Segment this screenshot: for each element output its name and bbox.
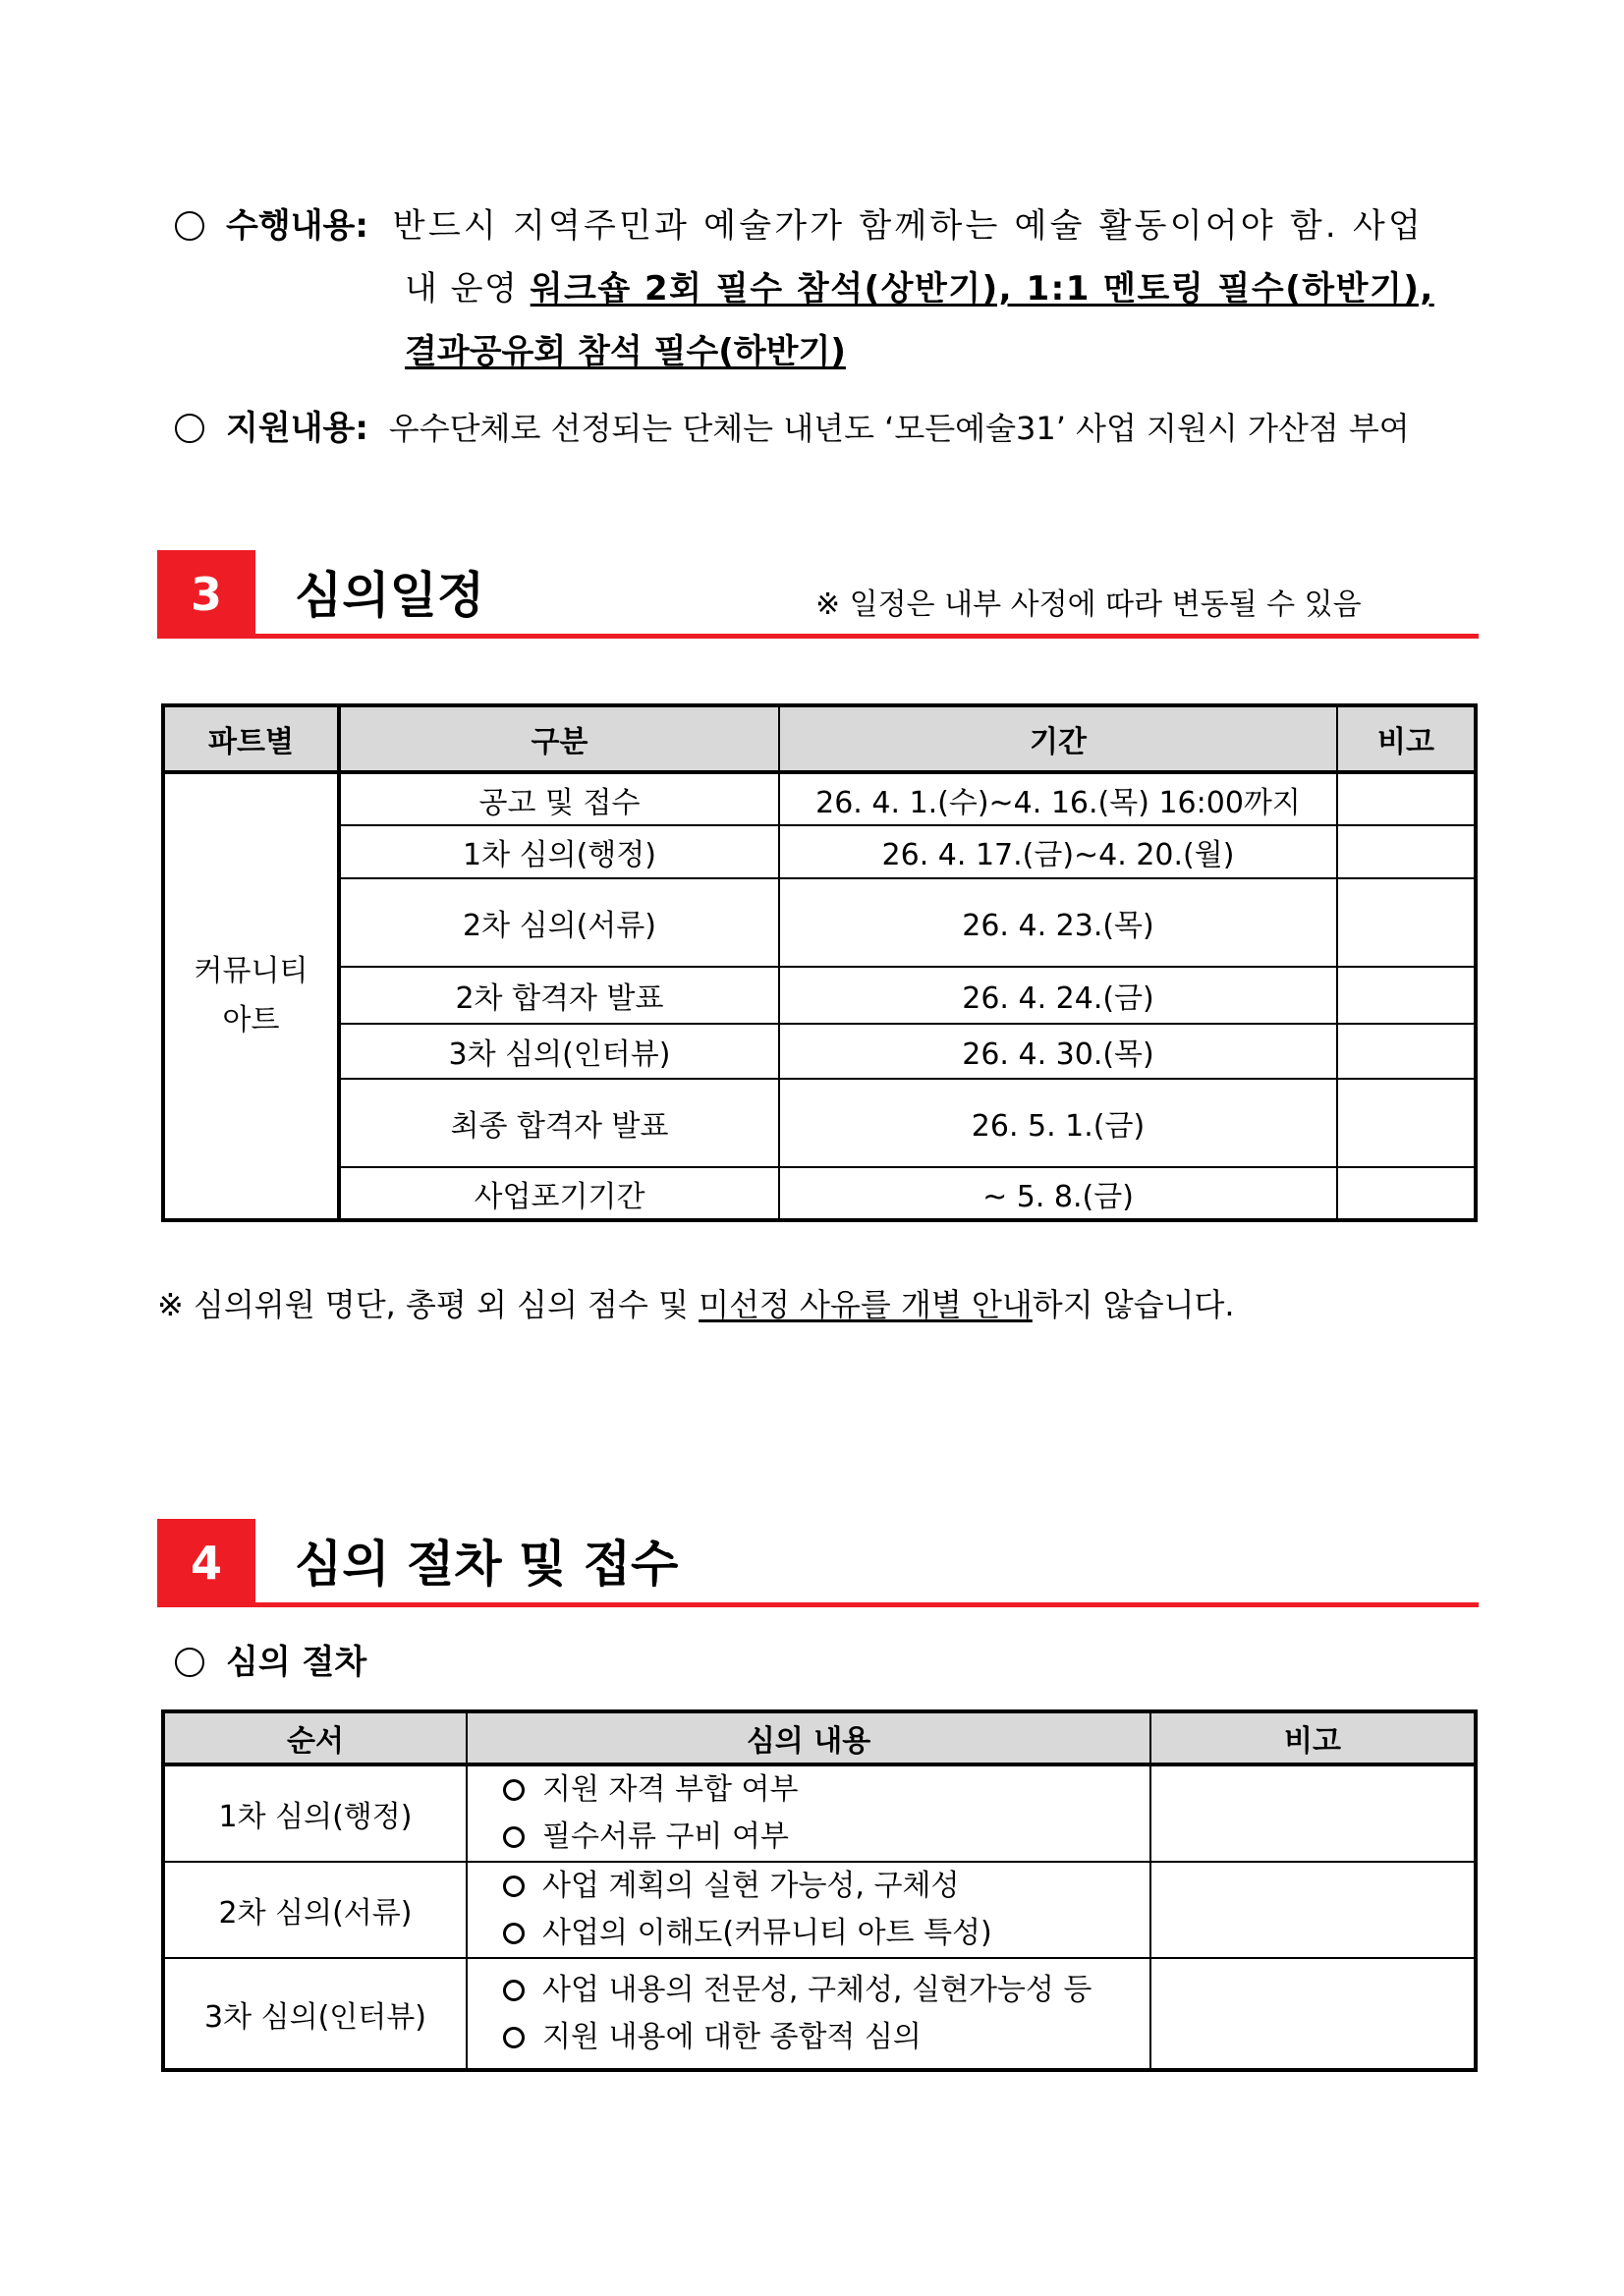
- table-row: [163, 1958, 1476, 2070]
- section-4-header: [157, 1519, 1479, 1607]
- list-item: [503, 1910, 1149, 1957]
- item-text: 지원 내용에 대한 종합적 심의: [542, 2019, 922, 2054]
- note-cell: [1150, 1958, 1476, 2070]
- schedule-table: [161, 703, 1478, 1222]
- col-header-content: 심의 내용: [467, 1711, 1150, 1764]
- item-text: 필수서류 구비 여부: [542, 1820, 789, 1854]
- col-header-part: 파트별: [163, 705, 339, 772]
- category-cell: 공고 및 접수: [339, 772, 779, 825]
- step-cell: 2차 심의(서류): [163, 1862, 467, 1958]
- bullet-performance: [175, 202, 1424, 250]
- category-cell: 최종 합격자 발표: [339, 1079, 779, 1167]
- period-cell: 26. 4. 24.(금): [779, 967, 1337, 1024]
- list-item: [503, 1766, 1149, 1814]
- table-row: [163, 772, 1476, 825]
- footnote: [157, 1283, 1235, 1326]
- list-item: [503, 1967, 1149, 2014]
- item-text: 사업 계획의 실현 가능성, 구체성: [542, 1869, 960, 1903]
- table-header-row: [163, 1711, 1476, 1764]
- bullet-performance-line2: [405, 265, 1434, 312]
- bullet-label: 지원내용:: [226, 409, 368, 448]
- subheading-review-process: [175, 1639, 366, 1686]
- period-cell: 26. 4. 23.(목): [779, 878, 1337, 967]
- item-text: 사업 내용의 전문성, 구체성, 실현가능성 등: [542, 1972, 1092, 2007]
- circle-bullet-icon: [175, 211, 204, 241]
- table-row: [163, 825, 1476, 878]
- bullet-support: [175, 405, 1410, 452]
- circle-bullet-icon: [503, 1923, 525, 1944]
- note-cell: [1337, 1024, 1476, 1079]
- subheading-text: 심의 절차: [226, 1643, 367, 1682]
- col-header-note: 비고: [1337, 705, 1476, 772]
- period-cell: 26. 4. 30.(목): [779, 1024, 1337, 1079]
- bullet-text: 반드시 지역주민과 예술가가 함께하는 예술 활동이어야 함. 사업: [392, 206, 1424, 246]
- required-activities: 워크숍 2회 필수 참석(상반기), 1:1 멘토링 필수(하반기),: [530, 269, 1434, 308]
- part-cell: 커뮤니티 아트: [163, 772, 339, 1220]
- circle-bullet-icon: [503, 1826, 525, 1848]
- note-cell: [1150, 1764, 1476, 1862]
- note-cell: [1337, 878, 1476, 967]
- note-cell: [1337, 772, 1476, 825]
- footnote-underlined: 미선정 사유를 개별 안내: [699, 1286, 1033, 1323]
- bullet-text-prefix: 내 운영: [405, 269, 531, 308]
- col-header-note: 비고: [1150, 1711, 1476, 1764]
- note-cell: [1150, 1862, 1476, 1958]
- period-cell: 26. 4. 1.(수)~4. 16.(목) 16:00까지: [779, 772, 1337, 825]
- circle-bullet-icon: [175, 1648, 204, 1677]
- table-row: [163, 1024, 1476, 1079]
- table-row: [163, 967, 1476, 1024]
- period-cell: 26. 4. 17.(금)~4. 20.(월): [779, 825, 1337, 878]
- category-cell: 1차 심의(행정): [339, 825, 779, 878]
- section-title: 심의일정: [295, 567, 485, 624]
- category-cell: 사업포기기간: [339, 1167, 779, 1220]
- col-header-category: 구분: [339, 705, 779, 772]
- section-number: 3: [157, 550, 255, 639]
- col-header-step: 순서: [163, 1711, 467, 1764]
- section-title: 심의 절차 및 접수: [295, 1536, 679, 1593]
- note-cell: [1337, 1079, 1476, 1167]
- bullet-performance-line3: [405, 328, 846, 375]
- table-row: [163, 1862, 1476, 1958]
- list-item: [503, 1814, 1149, 1861]
- section-3-header: [157, 550, 1479, 639]
- bullet-label: 수행내용:: [226, 206, 368, 246]
- category-cell: 2차 합격자 발표: [339, 967, 779, 1024]
- content-cell: [467, 1862, 1150, 1958]
- section-number: 4: [157, 1519, 255, 1607]
- content-cell: [467, 1958, 1150, 2070]
- footnote-prefix: ※ 심의위원 명단, 총평 외 심의 점수 및: [157, 1286, 700, 1323]
- list-item: [503, 2014, 1149, 2061]
- table-row: [163, 1167, 1476, 1220]
- circle-bullet-icon: [503, 1876, 525, 1897]
- step-cell: 1차 심의(행정): [163, 1764, 467, 1862]
- circle-bullet-icon: [175, 414, 204, 443]
- period-cell: ~ 5. 8.(금): [779, 1167, 1337, 1220]
- table-row: [163, 1079, 1476, 1167]
- note-cell: [1337, 1167, 1476, 1220]
- category-cell: 3차 심의(인터뷰): [339, 1024, 779, 1079]
- note-cell: [1337, 967, 1476, 1024]
- procedure-table: [161, 1709, 1478, 2072]
- item-text: 사업의 이해도(커뮤니티 아트 특성): [542, 1916, 992, 1950]
- table-row: [163, 878, 1476, 967]
- circle-bullet-icon: [503, 1779, 525, 1801]
- circle-bullet-icon: [503, 1980, 525, 2001]
- table-row: [163, 1764, 1476, 1862]
- table-header-row: [163, 705, 1476, 772]
- content-cell: [467, 1764, 1150, 1862]
- period-cell: 26. 5. 1.(금): [779, 1079, 1337, 1167]
- list-item: [503, 1863, 1149, 1910]
- circle-bullet-icon: [503, 2027, 525, 2048]
- note-cell: [1337, 825, 1476, 878]
- step-cell: 3차 심의(인터뷰): [163, 1958, 467, 2070]
- required-activities-cont: 결과공유회 참석 필수(하반기): [405, 332, 846, 371]
- item-text: 지원 자격 부합 여부: [542, 1772, 799, 1807]
- section-note: ※ 일정은 내부 사정에 따라 변동될 수 있음: [815, 588, 1362, 622]
- footnote-suffix: 하지 않습니다.: [1032, 1286, 1235, 1323]
- bullet-text: 우수단체로 선정되는 단체는 내년도 ‘모든예술31’ 사업 지원시 가산점 부여: [388, 410, 1410, 447]
- category-cell: 2차 심의(서류): [339, 878, 779, 967]
- col-header-period: 기간: [779, 705, 1337, 772]
